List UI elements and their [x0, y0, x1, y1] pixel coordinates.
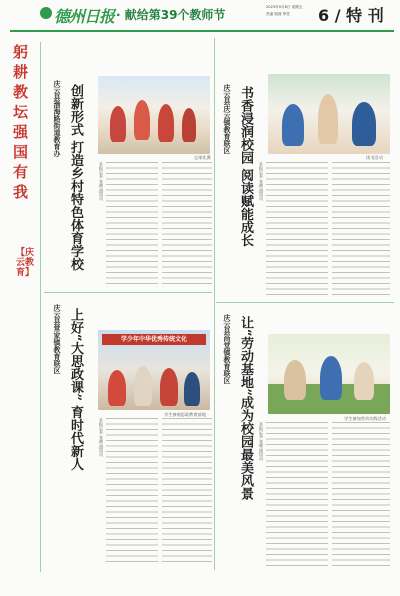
row-divider-left — [44, 292, 212, 293]
article-3-body — [106, 418, 158, 566]
article-1-caption: 足球比赛 — [194, 155, 211, 160]
slogan-char: 躬 — [13, 43, 29, 61]
slogan-char: 教 — [13, 83, 29, 101]
sidebar-divider — [40, 42, 41, 572]
article-4-region: 庆云县尚堂镇教育联区 — [223, 314, 231, 384]
article-2-body — [266, 162, 328, 298]
masthead — [0, 0, 400, 34]
newspaper-logo: 德州日报 — [54, 7, 115, 26]
article-3-region: 庆云县常家镇教育联区 — [53, 304, 61, 374]
article-4-title: 让“劳动基地”成为校园最美风景 — [238, 316, 253, 500]
issue-date: 2023年9月8日 星期五 — [266, 5, 303, 9]
slogan-char: 耕 — [13, 63, 29, 81]
article-3-body-2 — [162, 418, 212, 566]
article-1-photo — [98, 76, 210, 154]
article-3-caption: 学生参观思政教育基地 — [164, 412, 206, 417]
slogan-char: 有 — [13, 163, 29, 181]
special-issue-banner: · 献给第39个教师节 — [116, 8, 226, 22]
article-3-byline: 本报记者 张晓 通讯员 — [99, 418, 104, 457]
article-2-caption: 读书活动 — [366, 155, 383, 160]
photo-banner: 学少年中华优秀传统文化 — [102, 334, 206, 345]
article-4-caption: 学生参加劳动实践活动 — [344, 416, 386, 421]
article-2 — [216, 34, 394, 302]
slogan-char: 我 — [13, 183, 29, 201]
article-3-photo — [98, 330, 210, 410]
slogan-char: 国 — [13, 143, 29, 161]
article-4-body-2 — [332, 422, 390, 566]
article-1-body-2 — [162, 162, 212, 286]
article-3-title: 上好“大思政课” 育时代新人 — [68, 308, 83, 471]
article-2-title: 书香浸润校园 阅读赋能成长 — [238, 86, 253, 247]
article-1-title: 创新形式 打造乡村特色体育学校 — [68, 84, 83, 271]
article-4-byline: 本报记者 张晓 通讯员 — [259, 422, 264, 461]
masthead-rule — [10, 30, 394, 32]
slogan-char: 强 — [13, 123, 29, 141]
section-tag: 【庆云教育】 — [15, 248, 34, 278]
article-2-byline: 本报记者 张晓 通讯员 — [259, 162, 264, 201]
article-1 — [44, 34, 212, 292]
article-2-body-2 — [332, 162, 390, 298]
article-4-body — [266, 422, 328, 566]
article-4-photo — [268, 334, 390, 414]
column-divider — [214, 38, 215, 570]
slogan-char: 坛 — [13, 103, 29, 121]
row-divider-right — [216, 302, 394, 303]
article-1-region: 庆云县渤海路街道教育办 — [53, 80, 61, 157]
article-2-region: 庆云县庆云镇教育联区 — [223, 84, 231, 154]
article-1-body — [106, 162, 158, 286]
page-number: 6 / 特 刊 — [318, 6, 384, 25]
newspaper-logo-icon — [40, 7, 52, 19]
article-3 — [44, 294, 212, 574]
editor-line: 责编 版面 审签 — [266, 12, 290, 16]
article-2-photo — [268, 74, 390, 154]
article-1-byline: 本报记者 张晓 通讯员 — [99, 162, 104, 201]
calligraphy-slogan — [13, 42, 39, 202]
article-4 — [216, 304, 394, 574]
